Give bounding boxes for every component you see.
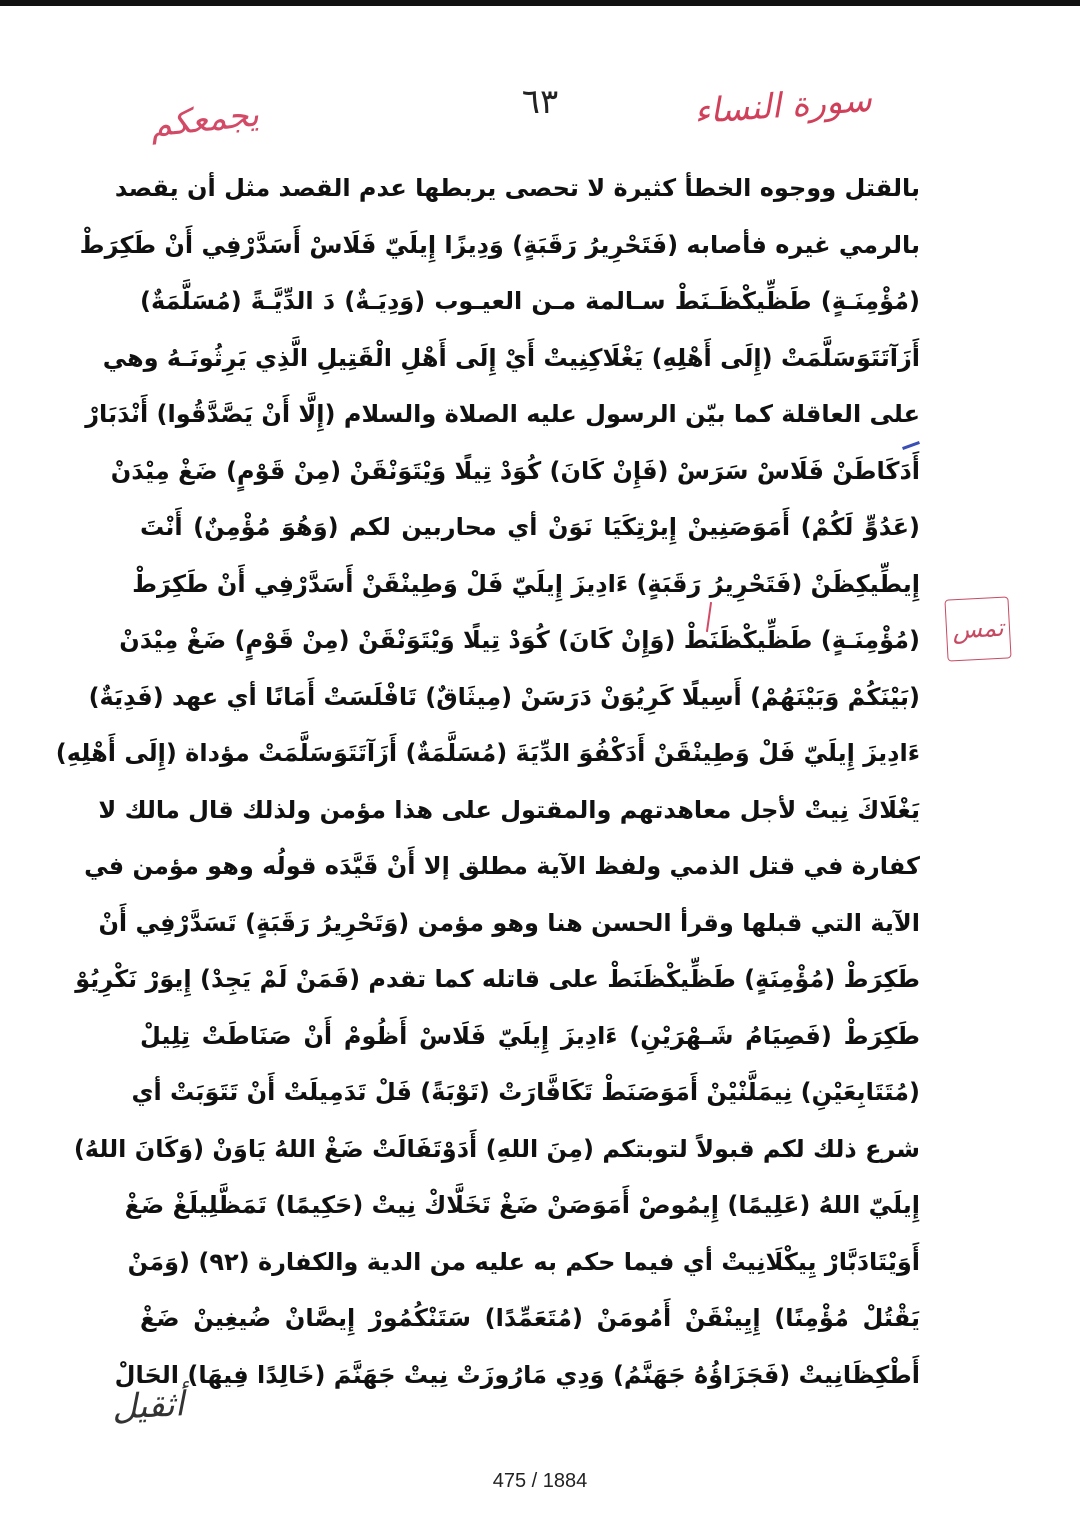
text-line-4: أَزَآتَتَوَسَلَّمَتْ (إِلَى أَهْلِهِ) يَغْلَاكِنِيتْ أَيْ إِلَى أَهْلِ الْقَتِيلِ الَّذِي يَرِثُونَـهُ وهي <box>102 343 920 372</box>
text-line-22: أَطْكِظَانِيتْ (فَجَزَاؤُهُ جَهَنَّمُ) وَدِي مَارُوزَتْ نِيتْ جَهَنَّمَ (خَالِدًا فِيهَا) الحَالْ <box>114 1360 920 1389</box>
page-text <box>55 160 920 1403</box>
text-line-21: يَقْتُلْ مُؤْمِنًا) إِيِينْقَنْ أَمُومَنْ (مُتَعَمِّدًا) سَتَنْكُمُورْ إِيصَّانْ ضُيغِينْ ضَغْ <box>140 1304 920 1332</box>
text-line-9: (مُؤْمِنَـةٍ) طَظِّيكْظَنَطْ (وَإِنْ كَانَ) كُوَدْ تِيلًا وَيْتَوَنْقَنْ (مِنْ قَوْمٍ) ضَغْ مِيْدَنْ <box>119 626 920 654</box>
text-line-20: أَوَيْتَادَبَّارْ يِيكْلَانِيتْ أي فيما حكم به عليه من الدية والكفارة (٩٢) (وَمَنْ <box>127 1247 920 1276</box>
text-line-6: أَدَكَاطَنْ فَلَاسْ سَرَسْ (فَإِنْ كَانَ) كُوَدْ تِيلًا وَيْتَوَنْقَنْ (مِنْ قَوْمٍ) ضَغْ مِيْدَنْ <box>110 456 920 485</box>
margin-note-bottom: أثقيل <box>111 1384 186 1428</box>
text-line-5: على العاقلة كما بيّن الرسول عليه الصلاة والسلام (إِلَّا أَنْ يَصَّدَّقُوا) أَنْدَبَارْ <box>85 400 920 428</box>
page-counter: 475 / 1884 <box>492 1470 588 1492</box>
text-line-15: طَكِرَطْ (مُؤْمِنَةٍ) طَظِّيكْظَنَطْ على قاتله كما تقدم (فَمَنْ لَمْ يَجِدْ) إِيوَرْ نَكْرِيُوْ <box>75 965 920 993</box>
text-line-17: (مُتَتَابِعَيْنِ) نِيمَلَّنْيْنْ أَمَوَصَنَطْ تَكَافَّارَتْ (تَوْبَةً) فَلْ تَدَمِيلَتْ أَنْ تَتَوَبَتْ أي <box>131 1078 920 1106</box>
top-border <box>0 0 1080 6</box>
text-line-1: بالقتل ووجوه الخطأ كثيرة لا تحصى يربطها عدم القصد مثل أن يقصد <box>114 174 920 202</box>
text-line-14: الآية التي قبلها وقرأ الحسن هنا وهو مؤمن (وَتَحْرِيرُ رَقَبَةٍ) تَسَدَّرْفِي أَنْ <box>98 908 920 937</box>
margin-note-top-left: يجمعكم <box>148 94 261 146</box>
text-line-7: (عَدُوٍّ لَكُمْ) أَمَوَصَنِينْ إِيرْتِكَيَا نَوَنْ أي محاربين لكم (وَهُوَ مُؤْمِنٌ) أَنْتَ <box>140 513 920 541</box>
text-line-2: بالرمي غيره فأصابه (فَتَحْرِيرُ رَقَبَةٍ) وَدِيزًا إِيلَيّ فَلَاسْ أَسَدَّرْفِي أَنْ طَكِرَطْ <box>79 230 920 259</box>
text-line-13: كفارة في قتل الذمي ولفظ الآية مطلق إلا أَنْ قَيَّدَه قولُه وهو مؤمن في <box>84 852 920 880</box>
text-line-10: (بَيْنَكُمْ وَبَيْنَهُمْ) أَسِيلًا كَرِيُوَنْ دَرَسَنْ (مِيثَاقٌ) تَافْلَسَتْ أَمَانًا أي عهد (فَدِيَةٌ) <box>88 682 920 711</box>
text-line-19: إِيلَيّ اللهُ (عَلِيمًا) إِيمُوصْ أَمَوَصَنْ ضَغْ تَخَلَّاكْ نِيتْ (حَكِيمًا) تَمَظَّلِيلَغْ ضَغْ <box>124 1191 920 1219</box>
text-line-18: شرع ذلك لكم قبولاً لتوبتكم (مِنَ اللهِ) أَدَوْتَفَالَتْ ضَغْ اللهُ يَاوَنْ (وَكَانَ اللهُ) <box>73 1134 920 1163</box>
text-line-16: طَكِرَطْ (فَصِيَامُ شَـهْرَيْنِ) ءَادِيزَ إِيلَيّ فَلَاسْ أَظُومْ أَنْ صَنَاطَتْ تِلِيلْ <box>140 1021 920 1050</box>
text-line-8: إِيطِّيكِظَنْ (فَتَحْرِيرُ رَقَبَةٍ) ءَادِيزَ إِيلَيّ فَلْ وَطِينْقَنْ أَسَدَّرْفِي أَنْ طَكِرَطْ <box>132 569 920 598</box>
page-number: ٦٣ <box>521 82 559 122</box>
text-line-11: ءَادِيزَ إِيلَيّ فَلْ وَطِينْقَنْ أَدَكْفُوَ الدِّيَةَ (مُسَلَّمَةٌ) أَزَآتَتَوَسَلَّمَتْ مؤداة (إِلَى أَهْلِهِ) <box>55 739 920 767</box>
text-line-3: (مُؤْمِنَـةٍ) طَظِّيكْظَـنَطْ سـالمة مـن العيـوب (وَدِيَـةٌ) دَ الدِّيَّـةً (مُسَلَّمَةٌ) <box>140 287 920 315</box>
margin-note-side-box: تمس <box>944 596 1011 661</box>
margin-note-surah: سورة النساء <box>692 79 874 133</box>
text-line-12: يَغْلَاكَ نِيتْ لأجل معاهدتهم والمقتول على هذا مؤمن ولذلك قال مالك لا <box>98 795 920 824</box>
